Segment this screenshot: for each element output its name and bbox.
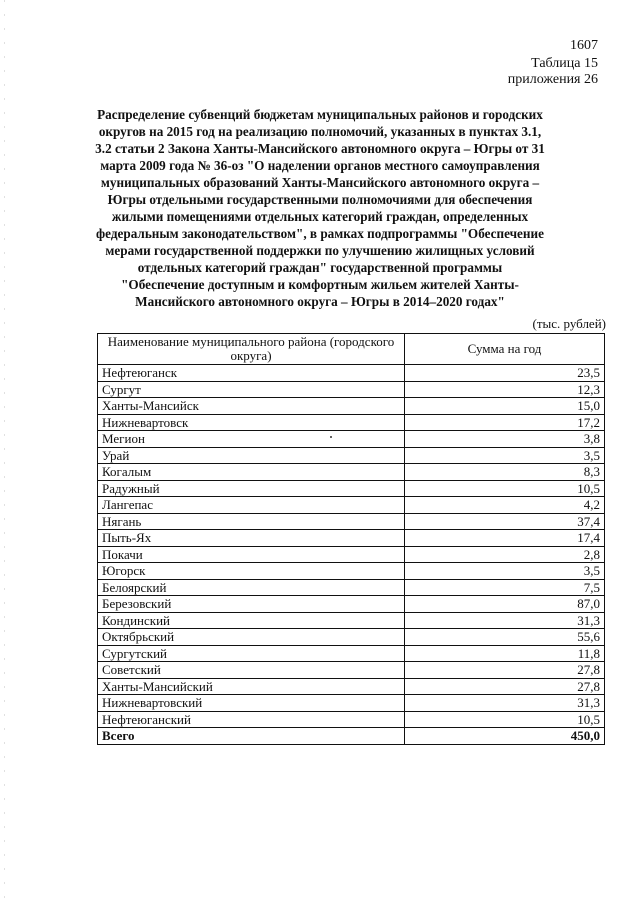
amount-value: 10,5 xyxy=(405,480,605,497)
municipality-name: Радужный xyxy=(98,480,405,497)
page-number: 1607 xyxy=(570,38,598,53)
table-reference xyxy=(508,56,598,88)
table-row xyxy=(98,596,605,613)
municipality-name: Советский xyxy=(98,662,405,679)
table-row xyxy=(98,645,605,662)
unit-note: (тыс. рублей) xyxy=(532,316,606,331)
municipality-name: Нягань xyxy=(98,513,405,530)
amount-value: 8,3 xyxy=(405,464,605,481)
table-row xyxy=(98,497,605,514)
municipality-name: Ханты-Мансийский xyxy=(98,678,405,695)
municipality-name: Покачи xyxy=(98,546,405,563)
amount-value: 3,5 xyxy=(405,447,605,464)
header-amount: Сумма на год xyxy=(405,334,605,365)
amount-value: 17,2 xyxy=(405,414,605,431)
amount-value: 23,5 xyxy=(405,365,605,382)
municipality-name: Сургут xyxy=(98,381,405,398)
table-body xyxy=(98,365,605,745)
scan-margin-artifact xyxy=(4,0,5,905)
municipality-name: Пыть-Ях xyxy=(98,530,405,547)
table-row xyxy=(98,381,605,398)
table-row xyxy=(98,695,605,712)
table-row xyxy=(98,447,605,464)
table-label: Таблица 15 xyxy=(531,56,598,71)
amount-value: 11,8 xyxy=(405,645,605,662)
table-row xyxy=(98,365,605,382)
table-row xyxy=(98,530,605,547)
amount-value: 17,4 xyxy=(405,530,605,547)
municipality-name: Нефтеюганск xyxy=(98,365,405,382)
amount-value: 3,5 xyxy=(405,563,605,580)
table-row xyxy=(98,464,605,481)
table-row xyxy=(98,612,605,629)
municipality-name: Ханты-Мансийск xyxy=(98,398,405,415)
header-municipality: Наименование муниципального района (городского округа) xyxy=(98,334,405,365)
table-row xyxy=(98,513,605,530)
table-row xyxy=(98,711,605,728)
amount-value: 15,0 xyxy=(405,398,605,415)
municipality-name: Нефтеюганский xyxy=(98,711,405,728)
table-row xyxy=(98,546,605,563)
municipality-name: Югорск xyxy=(98,563,405,580)
municipality-name: Нижневартовск xyxy=(98,414,405,431)
municipality-name: Мегион xyxy=(98,431,405,448)
table-row xyxy=(98,414,605,431)
amount-value: 7,5 xyxy=(405,579,605,596)
table-row xyxy=(98,480,605,497)
amount-value: 4,2 xyxy=(405,497,605,514)
table-header-row xyxy=(98,334,605,365)
total-label: Всего xyxy=(98,728,405,745)
table-row xyxy=(98,678,605,695)
appendix-label: приложения 26 xyxy=(507,72,598,87)
municipality-name: Березовский xyxy=(98,596,405,613)
table-row xyxy=(98,431,605,448)
municipality-name: Урай xyxy=(98,447,405,464)
subsidy-table xyxy=(97,333,605,745)
table-row xyxy=(98,563,605,580)
municipality-name: Сургутский xyxy=(98,645,405,662)
amount-value: 3,8 xyxy=(405,431,605,448)
amount-value: 10,5 xyxy=(405,711,605,728)
municipality-name: Кондинский xyxy=(98,612,405,629)
amount-value: 27,8 xyxy=(405,662,605,679)
municipality-name: Нижневартовский xyxy=(98,695,405,712)
table-row xyxy=(98,662,605,679)
amount-value: 31,3 xyxy=(405,695,605,712)
amount-value: 37,4 xyxy=(405,513,605,530)
amount-value: 27,8 xyxy=(405,678,605,695)
municipality-name: Октябрьский xyxy=(98,629,405,646)
municipality-name: Лангепас xyxy=(98,497,405,514)
amount-value: 55,6 xyxy=(405,629,605,646)
municipality-name: Белоярский xyxy=(98,579,405,596)
table-row xyxy=(98,579,605,596)
table-row xyxy=(98,398,605,415)
document-title: Распределение субвенций бюджетам муниципальных районов и городских округов на 2015 год на реализацию полномочий, указанных в пунктах 3.1, 3.2 статьи 2 Закона Ханты-Мансийского автономного округа – Югры от 31 марта 2009 года № 36-оз "О наделении органов местного самоуправления муниципальных образований Ханты-Мансийского автономного округа – Югры отдельными государственными полномочиями для обеспечения жилыми помещениями отдельных категорий граждан, определенных федеральным законодательством", в рамках подпрограммы "Обеспечение мерами государственной поддержки по улучшению жилищных условий отдельных категорий граждан" государственной программы "Обеспечение доступным и комфортным жильем жителей Ханты-Мансийского автономного округа – Югры в 2014–2020 годах" xyxy=(95,107,545,309)
amount-value: 12,3 xyxy=(405,381,605,398)
scan-speck xyxy=(330,436,332,438)
table-row xyxy=(98,629,605,646)
municipality-name: Когалым xyxy=(98,464,405,481)
amount-value: 31,3 xyxy=(405,612,605,629)
total-row xyxy=(98,728,605,745)
amount-value: 2,8 xyxy=(405,546,605,563)
total-amount: 450,0 xyxy=(405,728,605,745)
amount-value: 87,0 xyxy=(405,596,605,613)
